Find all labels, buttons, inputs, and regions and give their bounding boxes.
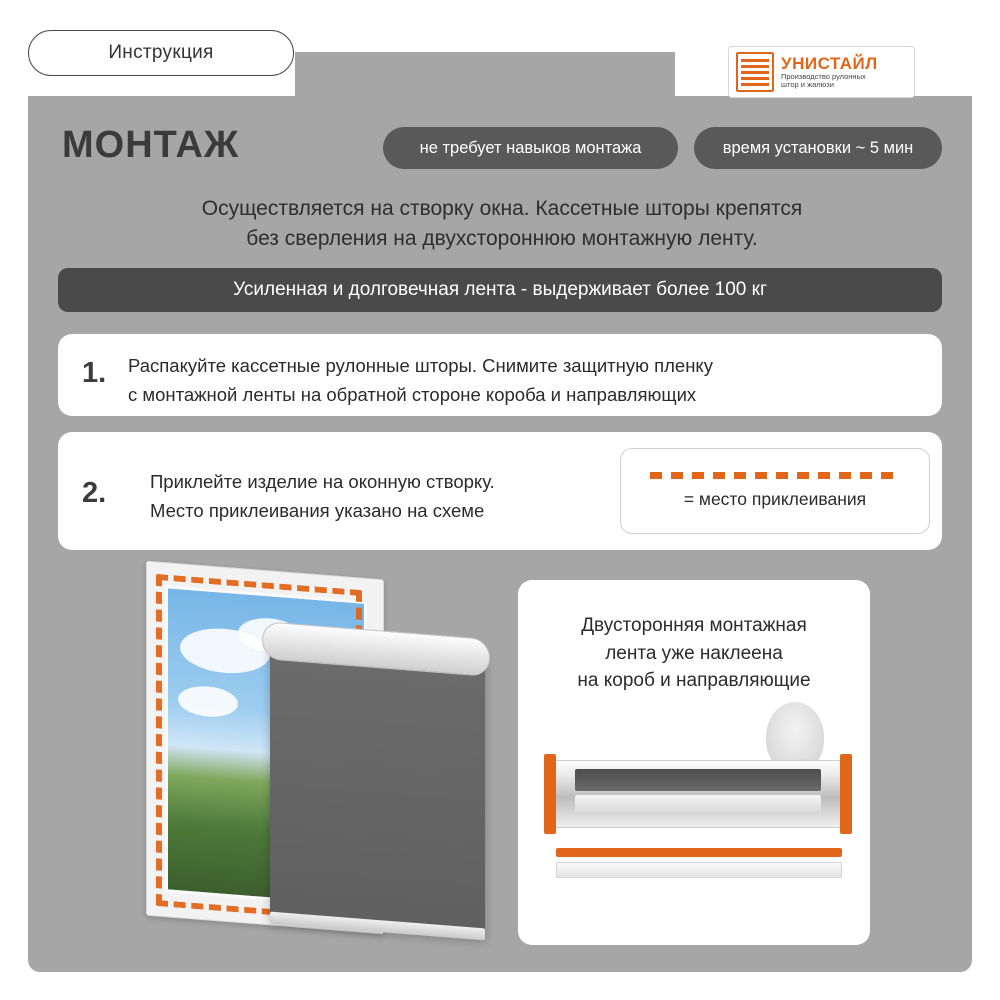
caption-line-3: на короб и направляющие [577, 670, 811, 692]
instruction-tab[interactable] [28, 30, 294, 76]
step-2-line-1: Приклейте изделие на оконную створку. [150, 471, 495, 492]
tape-strength-text: Усиленная и долговечная лента - выдерживает более 100 кг [233, 279, 767, 300]
page-title: МОНТАЖ [62, 124, 240, 166]
tape-strip-left [544, 754, 556, 834]
step-1-line-1: Распакуйте кассетные рулонные шторы. Снимите защитную пленку [128, 355, 713, 376]
legend-box [620, 448, 930, 534]
step-1-text [128, 352, 868, 409]
cassette-inner-dark [575, 769, 821, 791]
badge-time: время установки ~ 5 мин [694, 127, 942, 169]
guide-rail [556, 862, 842, 878]
logo-name: УНИСТАЙЛ [781, 54, 878, 74]
step-2-number: 2. [82, 477, 107, 509]
intro-line-2: без сверления на двухстороннюю монтажную ленту. [246, 227, 758, 251]
step-1-number: 1. [82, 357, 107, 389]
dashed-tape-icon [650, 472, 900, 479]
tape-strip-right [840, 754, 852, 834]
step-2-line-2: Место приклеивания указано на схеме [150, 499, 485, 521]
intro-paragraph [62, 194, 942, 255]
intro-line-1: Осуществляется на створку окна. Кассетные шторы крепятся [201, 197, 803, 220]
cassette-body [548, 760, 848, 828]
caption-line-1: Двусторонняя монтажная [581, 615, 807, 636]
caption-line-2: лента уже наклеена [605, 642, 783, 664]
legend-label: = место приклеивания [683, 489, 867, 509]
logo-text-block [774, 55, 878, 89]
brand-logo [728, 46, 915, 98]
top-grey-fill [295, 52, 675, 96]
window-illustration [120, 560, 520, 955]
cassette-inner-light [575, 795, 821, 815]
roller-blind-fabric [270, 642, 485, 939]
blinds-icon [736, 52, 774, 92]
tape-strength-banner [58, 268, 942, 312]
logo-subtitle-1: Производство рулонных [781, 72, 866, 82]
tape-strip-guide [556, 848, 842, 857]
product-photo-caption [536, 612, 852, 695]
step-1-line-2: с монтажной ленты на обратной стороне короба и направляющих [128, 383, 697, 405]
product-closeup [548, 740, 848, 860]
step-2-text [150, 468, 580, 525]
instruction-tab-label: Инструкция [108, 42, 214, 63]
logo-subtitle-2: штор и жалюзи [781, 79, 834, 89]
badge-skill: не требует навыков монтажа [383, 127, 678, 169]
